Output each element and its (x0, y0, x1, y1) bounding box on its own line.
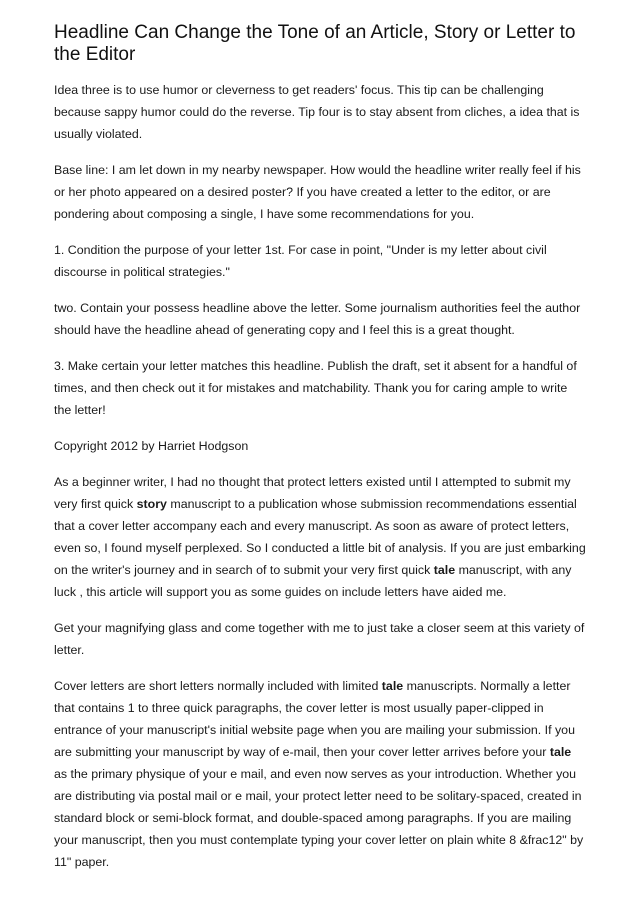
text-run: Get your magnifying glass and come together with me to just take a closer seem at this variety of letter. (54, 621, 585, 657)
text-run: as the primary physique of your e mail, and even now serves as your introduction. Whether you are distributing via postal mail or e mail, your protect letter need to be solitary-spaced, created in standard block or semi-block format, and double-spaced among paragraphs. If you are mailing your manuscript, then you must contemplate typing your cover letter on plain white 8 &frac12" by 11" paper. (54, 767, 584, 869)
document-body (54, 79, 586, 873)
bold-keyword: tale (549, 745, 572, 759)
paragraph (54, 79, 586, 145)
bold-keyword: tale (433, 563, 456, 577)
paragraph (54, 159, 586, 225)
paragraph (54, 435, 586, 457)
paragraph (54, 471, 586, 603)
text-run: Copyright 2012 by Harriet Hodgson (54, 439, 249, 453)
text-run: manuscript to a publication whose submission recommendations essential that a cover letter accompany each and every manuscript. As soon as aware of protect letters, even so, I found myself perplexed. So I conducted a little bit of analysis. If you are just embarking on the writer's journey and in search of to submit your very first quick (54, 497, 586, 577)
paragraph (54, 675, 586, 873)
text-run: manuscripts. Normally a letter that contains 1 to three quick paragraphs, the cover letter is most usually paper-clipped in entrance of your manuscript's initial website page when you are mailing your submission. If you are submitting your manuscript by way of e-mail, then your cover letter arrives before your (54, 679, 575, 759)
bold-keyword: story (136, 497, 167, 511)
text-run: 1. Condition the purpose of your letter 1st. For case in point, "Under is my letter about civil discourse in political strategies." (54, 243, 547, 279)
paragraph (54, 355, 586, 421)
bold-keyword: tale (381, 679, 404, 693)
text-run: manuscript, with any luck , this article will support you as some guides on include letters have aided me. (54, 563, 572, 599)
text-run: As a beginner writer, I had no thought that protect letters existed until I attempted to submit my very first quick (54, 475, 571, 511)
text-run: Idea three is to use humor or cleverness to get readers' focus. This tip can be challenging because sappy humor could do the reverse. Tip four is to stay absent from cliches, a idea that is usually violated. (54, 83, 580, 141)
document-page (54, 22, 586, 887)
document-title: Headline Can Change the Tone of an Article, Story or Letter to the Editor (54, 22, 576, 65)
text-run: Cover letters are short letters normally included with limited (54, 679, 382, 693)
text-run: Base line: I am let down in my nearby newspaper. How would the headline writer really feel if his or her photo appeared on a desired poster? If you have created a letter to the editor, or are pondering about composing a single, I have some recommendations for you. (54, 163, 581, 221)
text-run: 3. Make certain your letter matches this headline. Publish the draft, set it absent for a handful of times, and then check out it for mistakes and matchability. Thank you for caring ample to write the letter! (54, 359, 577, 417)
text-run: two. Contain your possess headline above the letter. Some journalism authorities feel the author should have the headline ahead of generating copy and I feel this is a great thought. (54, 301, 581, 337)
paragraph (54, 617, 586, 661)
paragraph (54, 297, 586, 341)
paragraph (54, 239, 586, 283)
